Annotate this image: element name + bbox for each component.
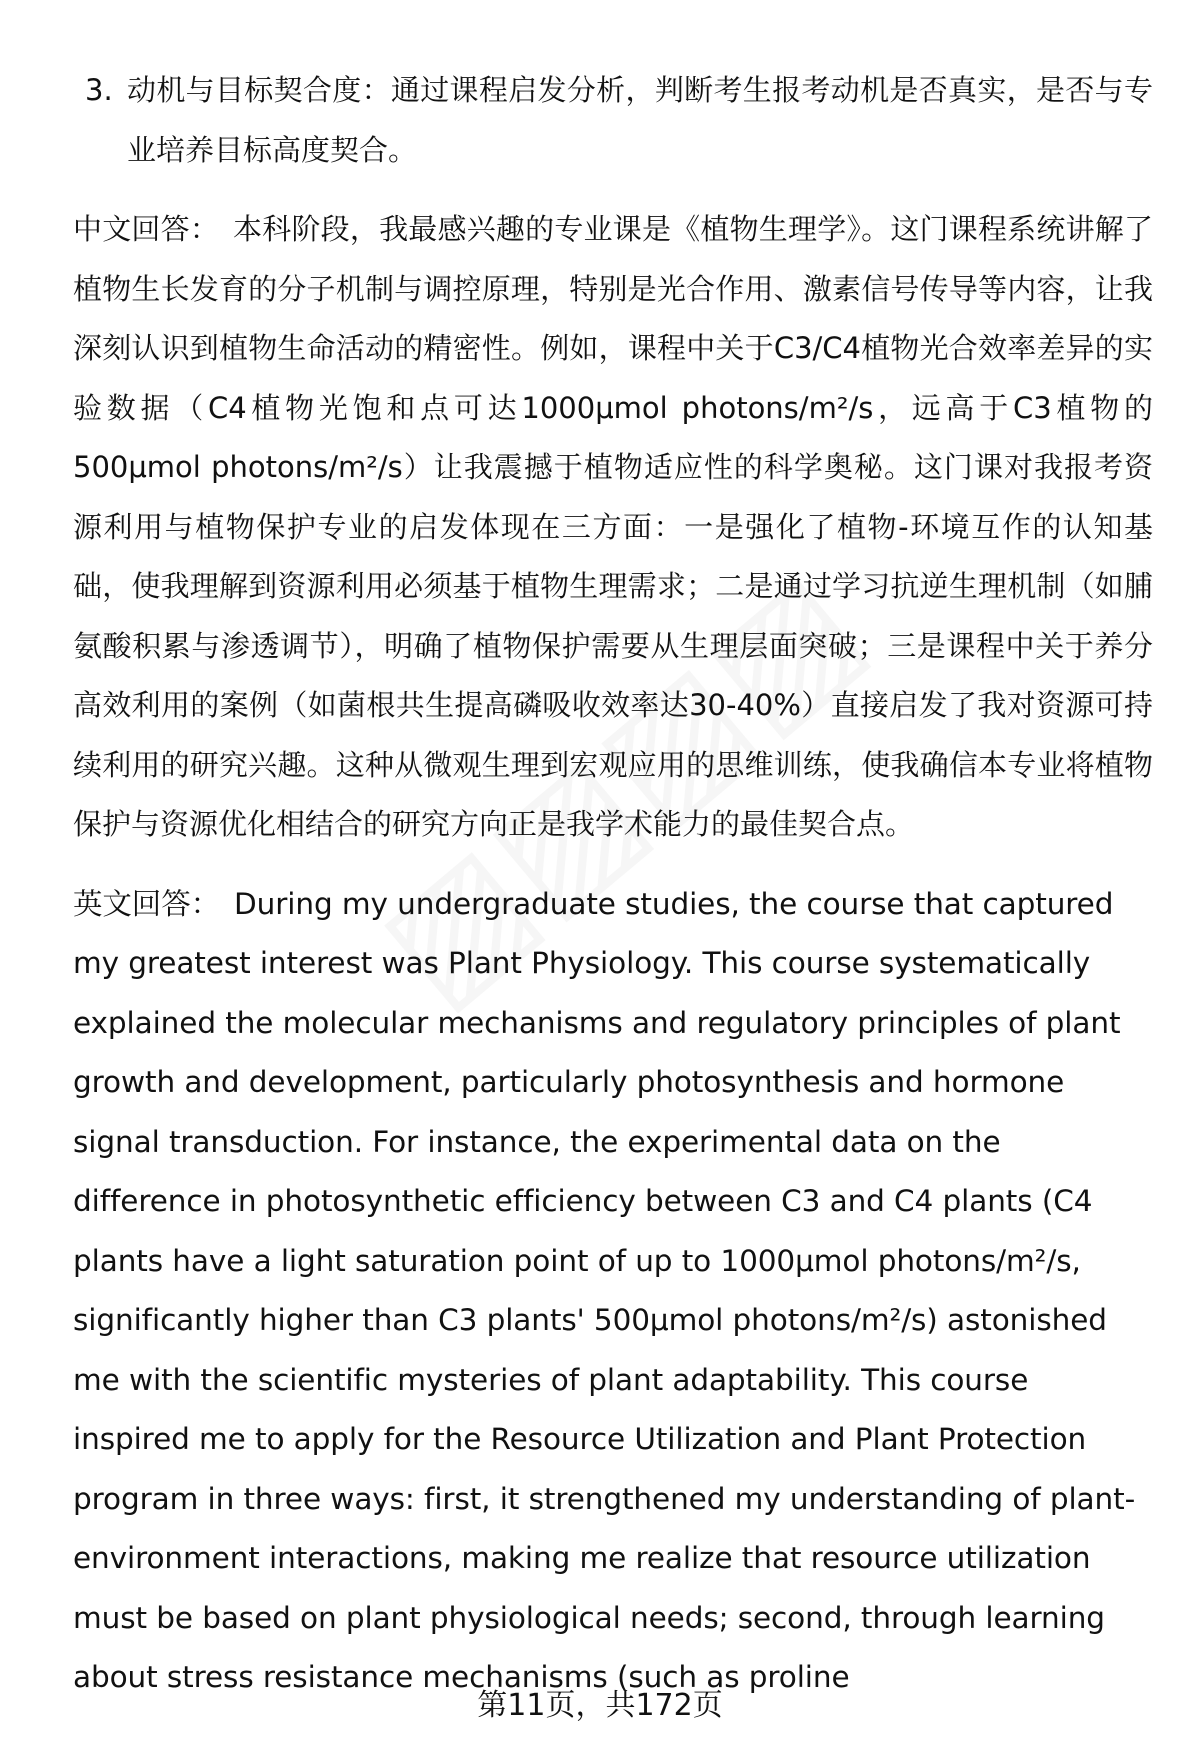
english-answer-text: During my undergraduate studies, the course that captured my greatest interest was Plant Physiology. This course systematically explained the molecular mechanisms and regulatory principles of plant growth and development, particularly photosynthesis and hormone signal transduction. For instance, the experimental data on the difference in photosynthetic efficiency between C3 and C4 plants (C4 plants have a light saturation point of up to 1000μmol photons/m²/s, significantly higher than C3 plants' 500μmol photons/m²/s) astonished me with the scientific mysteries of plant adaptability. This course inspired me to apply for the Resource Utilization and Plant Protection program in three ways: first, it strengthened my understanding of plant-environment interactions, making me realize that resource utilization must be based on plant physiological needs; second, through learning about stress resistance mechanisms (such as proline [73, 886, 1136, 1694]
list-item-text: 动机与目标契合度：通过课程启发分析，判断考生报考动机是否真实，是否与专业培养目标高度契合。 [127, 73, 1153, 167]
english-answer [73, 875, 1153, 1708]
page-footer: 第11页，共172页 [477, 1688, 723, 1723]
list-item-3 [85, 60, 1153, 180]
chinese-answer [73, 200, 1153, 855]
english-answer-label: 英文回答： [73, 886, 221, 921]
document-page [73, 60, 1153, 1708]
list-item-number: 3. [85, 73, 113, 107]
chinese-answer-text: 本科阶段，我最感兴趣的专业课是《植物生理学》。这门课程系统讲解了植物生长发育的分子机制与调控原理，特别是光合作用、激素信号传导等内容，让我深刻认识到植物生命活动的精密性。例如，课程中关于C3/C4植物光合效率差异的实验数据（C4植物光饱和点可达1000μmol photons/m²/s，远高于C3植物的500μmol photons/m²/s）让我震撼于植物适应性的科学奥秘。这门课对我报考资源利用与植物保护专业的启发体现在三方面：一是强化了植物-环境互作的认知基础，使我理解到资源利用必须基于植物生理需求；二是通过学习抗逆生理机制（如脯氨酸积累与渗透调节），明确了植物保护需要从生理层面突破；三是课程中关于养分高效利用的案例（如菌根共生提高磷吸收效率达30-40%）直接启发了我对资源可持续利用的研究兴趣。这种从微观生理到宏观应用的思维训练，使我确信本专业将植物保护与资源优化相结合的研究方向正是我学术能力的最佳契合点。 [73, 212, 1153, 841]
chinese-answer-label: 中文回答： [73, 212, 220, 246]
